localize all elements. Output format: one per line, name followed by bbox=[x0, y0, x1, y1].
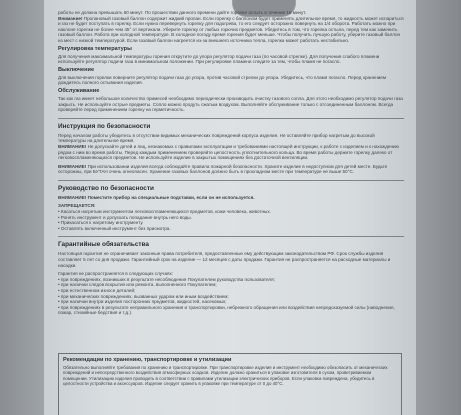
instruction-sheet bbox=[44, 0, 416, 415]
intro-warning-label: Внимание! bbox=[58, 15, 83, 21]
attention-label: ВНИМАНИЕ! bbox=[58, 194, 87, 200]
warranty-item: • при повреждениях в результате неправильного хранения и транспортировки, небрежного обращения или воздействия непредсказуемой силы (наводнение, пожар, стихийные бедствия и т.д.). bbox=[58, 305, 404, 316]
safety-guide-title: Руководство по безопасности bbox=[58, 184, 154, 192]
safety-p2-label: ВНИМАНИЕ! bbox=[58, 143, 87, 149]
shutdown-title: Выключение bbox=[58, 66, 95, 73]
forbidden-item: • Ронять инструмент и допускать попадание внутрь него воды. bbox=[58, 215, 404, 221]
intro-warning-text: Пропановый газовый баллон содержит жидкий пропан. Если горелку с баллоном будет применять длительное время, то жидкость может испариться и газ не будет поступать в горелку. Если нужно перевернуть горелку для подогрева, то его следует осторожно повернуть на 1/4 оборота. Работать можно при наклоне горелки не более чем 45° от вертикали. Уберите горелку от любых горючих предметов. Убедитесь в том, что горелка остыла, перед тем как заменить газовый баллон. Работа при холодной температуре. В холодное погоду время горения будет меньше. Чтобы получить лучшую работу, уберите газовый баллон из мест с низкой температурой. Если газовый баллон нагреется из-за внешнего источника тепла, горелка может работать нестабильно. bbox=[58, 15, 404, 43]
divider bbox=[58, 180, 404, 181]
warranty-item: • при естественном износе деталей; bbox=[58, 288, 404, 294]
background-left bbox=[0, 0, 44, 415]
safety-p3 bbox=[58, 164, 404, 175]
warranty-p2: Гарантия не распространяется в следующих случаях: bbox=[58, 271, 174, 277]
warranty-item: • при повреждениях, возникших в результате несоблюдения Покупателем руководства пользователя; bbox=[58, 277, 404, 283]
safety-p3-label: ВНИМАНИЕ! bbox=[58, 163, 87, 169]
intro-line: работы не должна превышать 60 минут. По прошествии данного времени дайте горелке остыть в течение 15 минут. bbox=[58, 10, 307, 15]
warranty-item: • при наличии внутри изделия посторонних предметов, жидкостей, насекомых; bbox=[58, 299, 404, 305]
safety-instructions-title: Инструкция по безопасности bbox=[58, 122, 151, 130]
regulation-text: Для получения максимальной температуры горения открутите до упора регулятор подачи газа (по часовой стрелке). Для получения слабого пламени используйте регулятор подачи газа в минимальном положении. При регулировке пламени следите за тем, чтобы пламя не погасло. bbox=[58, 53, 380, 65]
regulation-title: Регулировка температуры bbox=[58, 45, 132, 52]
forbidden-item: • Прикасаться к нагретому инструменту. bbox=[58, 220, 404, 226]
warranty-p1: Настоящая гарантия не ограничивает законные права потребителя, предоставленные ему действующим законодательством РФ. Срок службы изделия составляет 5 лет со дня продажи. Гарантийный срок на изделие — 12 месяцев с даты продажи. Гарантия не распространяется на расходные материалы и насадки. bbox=[58, 251, 391, 268]
divider bbox=[58, 118, 404, 119]
maintenance-text: Так как газ имеет небольшое количество примесей необходимо периодически производить очистку газового сопла. Для этого необходимо регулятор подачи газа закрыть. Не используйте острые предметы. Сопло можно продуть сжатым воздухом. Выполняйте обслуживание только с отсоединенным баллоном. Всегда проверяйте перед применением горелку на герметичность. bbox=[58, 95, 403, 113]
background-right bbox=[416, 0, 461, 415]
safety-p2 bbox=[58, 144, 404, 161]
safety-p3-text: При использовании изделия всегда соблюдайте правила пожарной безопасности. Храните изделие в недоступном для детей месте. Будьте осторожны, при БУТАН очень огнеопасен. Хранение газовых баллонов должно быть в прохладном месте при температуре не выше 50°С. bbox=[58, 163, 388, 175]
shutdown-text: Для выключения горелки поверните регулятор подачи газа до упора, против часовой стрелки до упора. Убедитесь, что пламя погасло. Перед хранением дождитесь полного остывания изделия. bbox=[58, 74, 387, 86]
forbidden-item: • Оставлять включенный инструмент без присмотра. bbox=[58, 226, 404, 232]
warranty-title: Гарантийные обязательства bbox=[58, 241, 149, 249]
warranty-item: • при механических повреждениях, вызванных ударом или иным воздействием; bbox=[58, 294, 404, 300]
storage-recommendations-box bbox=[58, 353, 402, 415]
attention-text: Поместите прибор на специальные подставки, если он не используется. bbox=[86, 194, 255, 200]
intro-warning bbox=[58, 16, 404, 44]
safety-p1: Перед началом работы убедитесь в отсутствии видимых механических повреждений корпуса изделия. Не оставляйте прибор нагретым до высокой температуры на длительное время. bbox=[58, 132, 375, 144]
forbidden-item: • Касаться нагретым инструментом легковоспламеняющихся предметов, кожи человека, животных. bbox=[58, 209, 404, 215]
safety-p2-text: Не допускайте детей и лиц, незнакомых с правилами эксплуатации и требованиями настоящей инструкции, к работе с изделием и к нахождению рядом с ним во время работы. Перед каждым применением проверяйте целостность уплотнительного кольца. Во время работы держите горелку далеко от легковоспламеняющихся предметов. Не используйте изделие в закрытых помещениях без достаточной вентиляции. bbox=[58, 143, 399, 161]
sheet-content bbox=[58, 10, 404, 316]
maintenance-title: Обслуживание bbox=[58, 87, 100, 94]
footer-title: Рекомендации по хранению, транспортировке и утилизации bbox=[63, 357, 232, 363]
warranty-item: • при наличии следов вскрытия или ремонта, выполненного Покупателем; bbox=[58, 282, 404, 288]
divider bbox=[58, 236, 404, 237]
footer-text: Обязательно выполняйте требования по хранению и транспортировке. При транспортировке изделия и инструмент необходимо обезопасить от механических повреждений и непосредственного воздействия атмосферных осадков. Изделие должно храниться в упаковке изготовителя в сухом, проветриваемом помещении. Утилизацию изделия проводить в соответствии с правилами утилизации электрических приборов. Если упаковка повреждена, убедитесь в целостности устройства и аксессуаров. Изделие следует хранить в упаковке при температуре от 0 до 40°С. bbox=[63, 365, 388, 387]
forbidden-label: ЗАПРЕЩАЕТСЯ: bbox=[58, 203, 96, 209]
